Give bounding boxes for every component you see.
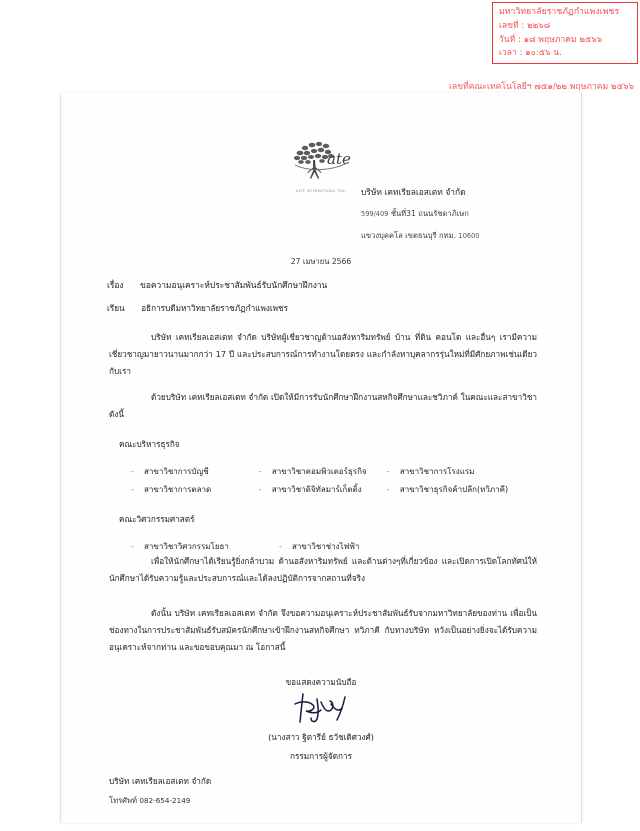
branch-label: สาขาวิชาวิศวกรรมโยธา	[144, 541, 229, 551]
signer-title: กรรมการผู้จัดการ	[290, 751, 352, 761]
letter-paragraph-2: ด้วยบริษัท เคทเรียลเอสเตท จำกัด เปิดให้มีการรับนักศึกษาฝึกงานสหกิจศึกษาและชวิภาค์ ในคณะและสาขาวิชาดังนี้	[109, 392, 537, 419]
branch-item	[131, 483, 259, 496]
branch-item	[259, 465, 387, 478]
letter-closing: ขอแสดงความนับถือ	[285, 677, 357, 687]
branch-item	[279, 540, 427, 553]
bullet-dash-icon: -	[279, 541, 282, 551]
stamp-time: เวลา : ๑๐:๕๖ น.	[499, 46, 562, 57]
branch-row	[131, 480, 551, 498]
branch-label: สาขาวิชาดิจิทัลมาร์เก็ตติ้ง	[271, 484, 362, 494]
branch-item	[131, 465, 259, 478]
signer-name: (นางสาว ฐิตารีย์ ธวัชเดิศวงศ์)	[268, 732, 374, 742]
footer-company-name: บริษัท เคทเรียลเอสเตท จำกัด	[109, 776, 212, 786]
branch-label: สาขาวิชาการโรงแรม	[399, 466, 475, 476]
branch-label: สาขาวิชาคอมพิวเตอร์ธุรกิจ	[271, 466, 367, 476]
company-header	[361, 181, 575, 247]
branch-item	[259, 483, 387, 496]
branch-item	[387, 465, 551, 478]
stamp-number: เลขที่ : ๒๒๖๘	[499, 20, 551, 31]
bullet-dash-icon: -	[258, 484, 262, 494]
bullet-dash-icon: -	[131, 484, 134, 494]
stamp-date: วันที่ : ๑๘ พฤษภาคม ๒๕๖๖	[499, 33, 603, 44]
handwritten-signature	[61, 688, 581, 732]
receive-stamp-box	[492, 2, 638, 64]
kate-tree-logo-icon	[275, 138, 367, 184]
letter-subject-label: เรื่อง	[107, 280, 124, 290]
bullet-dash-icon: -	[131, 541, 134, 551]
footer-phone	[109, 795, 190, 807]
letter-subject-field	[107, 278, 327, 292]
bullet-dash-icon: -	[131, 466, 134, 476]
branch-label: สาขาวิชาช่างไฟฟ้า	[292, 541, 360, 551]
company-address-street: ชั้นที่31 ถนนรัชดาภิเษก	[390, 209, 469, 218]
faculty-heading-engineering: คณะวิศวกรรมศาสตร์	[119, 514, 195, 524]
footer-phone-label: โทรศัพท์	[109, 796, 137, 805]
branch-item	[131, 540, 279, 553]
bullet-dash-icon: -	[386, 484, 390, 494]
letter-subject-value: ขอความอนุเคราะห์ประชาสัมพันธ์รับนักศึกษาฝึกงาน	[140, 280, 328, 290]
letter-paper	[60, 93, 582, 823]
stamp-faculty-note: เลขที่คณะเทคโนโลยีฯ ๗๕๑/๒๒ พฤษภาคม ๒๕๖๖	[448, 82, 634, 92]
faculty-branch-list-business	[131, 462, 551, 498]
logo-caption: KATE INTERNATIONAL THAI	[296, 189, 346, 193]
svg-text:ate: ate	[327, 150, 351, 168]
company-address-line-2	[361, 225, 575, 247]
company-address-number: 599/409	[361, 210, 389, 218]
footer-phone-number: 082-654-2149	[139, 796, 191, 805]
branch-label: สาขาวิชาการบัญชี	[144, 466, 209, 476]
letter-date: 27 เมษายน 2566	[290, 257, 352, 266]
stamp-university: มหาวิทยาลัยราชภัฏกำแพงเพชร	[499, 7, 620, 17]
signature-icon	[273, 688, 369, 728]
branch-row	[131, 462, 551, 480]
company-address-district: แขวงบุคคโล เขตธนบุรี กทม.	[361, 231, 457, 240]
branch-label: สาขาวิชาการตลาด	[144, 484, 212, 494]
company-name: บริษัท เคทเรียลเอสเตท จำกัด	[361, 187, 466, 197]
letter-recipient-value: อธิการบดีมหาวิทยาลัยราชภัฏกำแพงเพชร	[141, 303, 289, 313]
company-postcode: 10600	[458, 232, 480, 240]
branch-item	[387, 483, 551, 496]
branch-label: สาขาวิชาธุรกิจค้าปลีก(ทวิภาคี)	[399, 484, 509, 494]
letter-paragraph-4: ดังนั้น บริษัท เคทเรียลเอสเตท จำกัด จึงขอความอนุเคราะห์ประชาสัมพันธ์รับจากมหาวิทยาลัยของท่าน เพื่อเป็นช่องทางในการประชาสัมพันธ์รับสมัครนักศึกษาเข้าฝึกงานสหกิจศึกษา ทวิภาคี กับทางบริษัท หวังเป็นอย่างยิ่งจะได้รับความอนุเคราะห์จากท่าน และขอขอบคุณมา ณ โอกาสนี้	[109, 608, 537, 652]
bullet-dash-icon: -	[258, 466, 262, 476]
bullet-dash-icon: -	[386, 466, 390, 476]
faculty-heading-business: คณะบริหารธุรกิจ	[119, 439, 180, 449]
letter-paragraph-1: บริษัท เคทเรียลเอสเตท จำกัด บริษัทผู้เชี่ยวชาญด้านอสังหาริมทรัพย์ บ้าน ที่ดิน คอนโด และอื่นๆ เรามีความเชี่ยวชาญมายาวนานมากกว่า 17 ปี และประสบการณ์การทำงานโดยตรง และกำลังหาบุคลากรรุ่นใหม่ที่มีศักยภาพเช่นเดียวกับเรา	[109, 332, 537, 376]
letter-recipient-field	[107, 302, 288, 315]
letter-paragraph-3: เพื่อให้นักศึกษาได้เรียนรู้ยิ่งกล้าบวม ด้านอสังหาริมทรัพย์ และด้านต่างๆที่เกี่ยวข้อง และเปิดการเปิดโลกทัศน์ให้นักศึกษาได้รับความรู้และประสบการณ์และได้ลงปฏิบัติการจากสถานที่จริง	[109, 556, 537, 583]
company-address-line-1	[361, 203, 575, 225]
letter-recipient-label: เรียน	[107, 303, 125, 313]
